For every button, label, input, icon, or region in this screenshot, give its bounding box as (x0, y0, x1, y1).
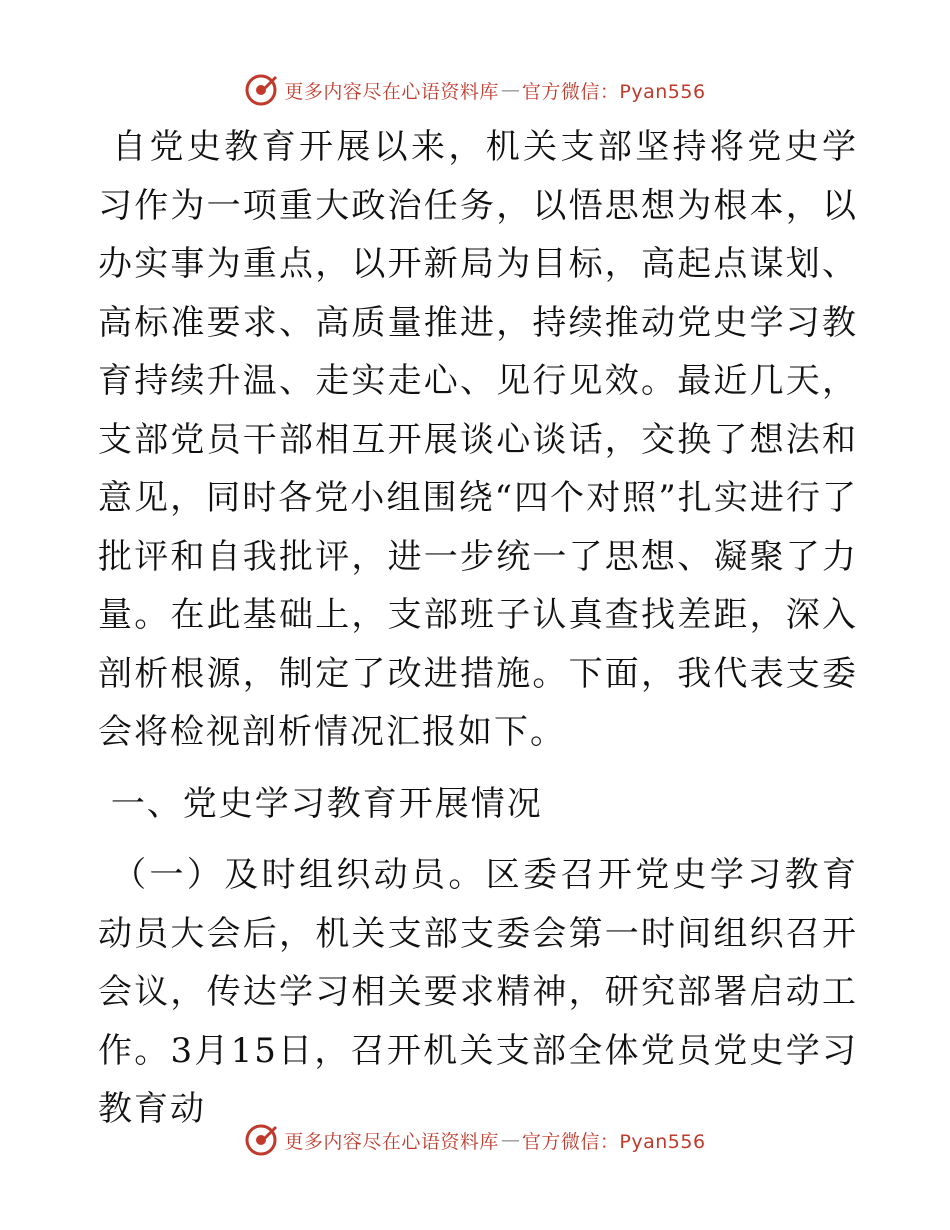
document-body (98, 118, 858, 1139)
subsection-paragraph: （一）及时组织动员。区委召开党史学习教育动员大会后，机关支部支委会第一时间组织召开会议，传达学习相关要求精神，研究部署启动工作。3月15日，召开机关支部全体党员党史学习教育动 (98, 855, 858, 1129)
watermark-brand-text: 更多内容尽在心语资料库 (284, 1130, 499, 1153)
pen-circle-logo-icon (244, 1123, 278, 1157)
header-watermark (0, 70, 950, 110)
watermark-wechat-text: 官方微信：Pyan556 (521, 80, 706, 103)
watermark-wechat-text: 官方微信：Pyan556 (521, 1130, 706, 1153)
pen-circle-logo-icon (244, 73, 278, 107)
watermark-separator: — (500, 79, 520, 101)
section-heading: 一、党史学习教育开展情况 (98, 783, 543, 824)
watermark-separator: — (500, 1129, 520, 1151)
intro-paragraph: 自党史教育开展以来，机关支部坚持将党史学习作为一项重大政治任务，以悟思想为根本，以办实事为重点，以开新局为目标，高起点谋划、高标准要求、高质量推进，持续推动党史学习教育持续升温、走实走心、见行见效。最近几天，支部党员干部相互开展谈心谈话，交换了想法和意见，同时各党小组围绕“四个对照”扎实进行了批评和自我批评，进一步统一了思想、凝聚了力量。在此基础上，支部班子认真查找差距，深入剖析根源，制定了改进措施。下面，我代表支委会将检视剖析情况汇报如下。 (98, 127, 858, 752)
footer-watermark (0, 1120, 950, 1160)
watermark-brand-text: 更多内容尽在心语资料库 (284, 80, 499, 103)
